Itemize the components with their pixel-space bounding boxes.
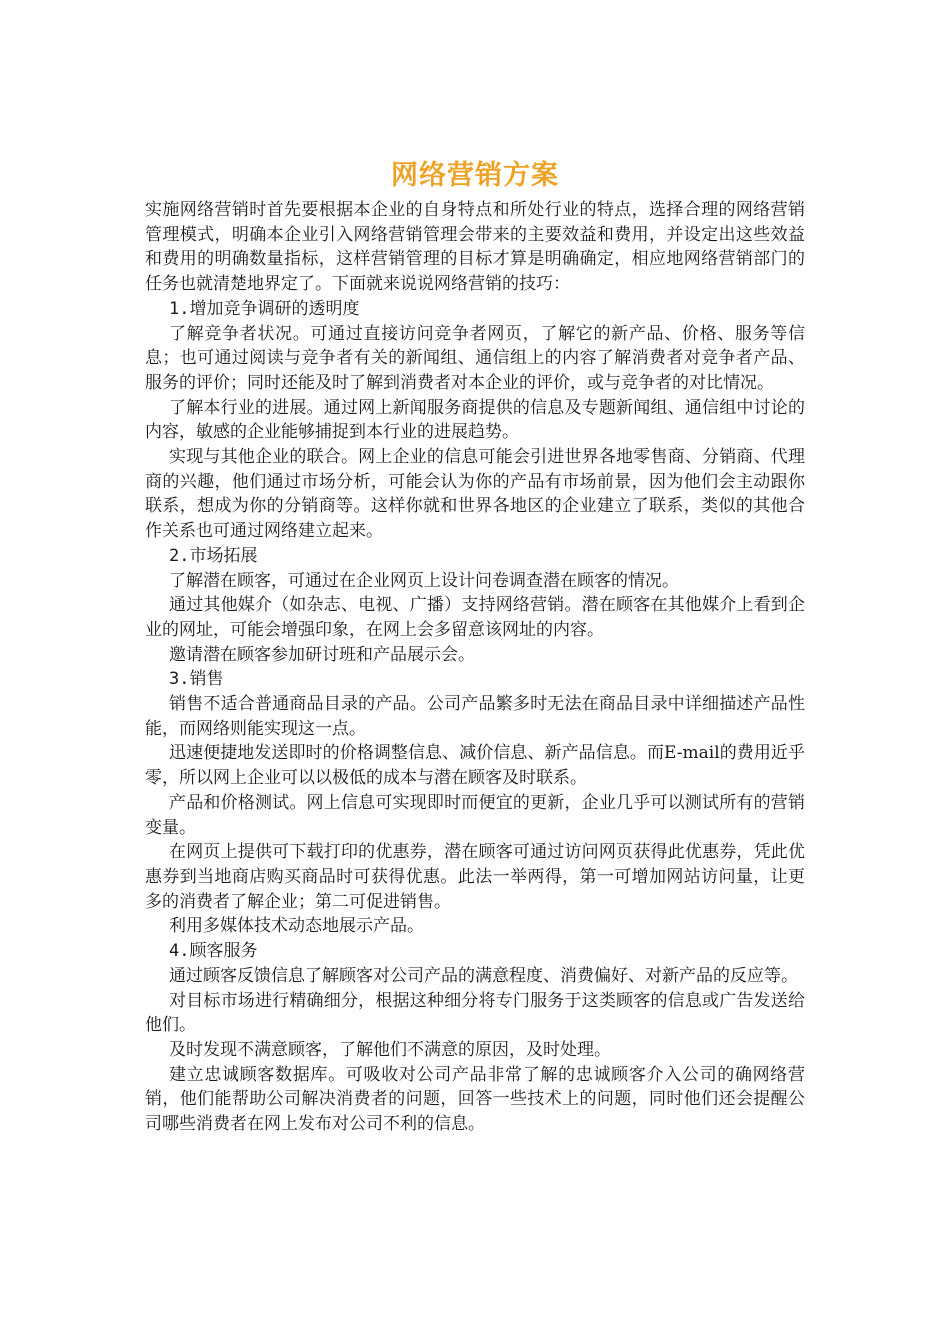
section-heading-3 <box>145 667 805 692</box>
section-number: 2. <box>169 545 190 566</box>
section-heading-1 <box>145 297 805 322</box>
document-page <box>145 158 805 1137</box>
body-paragraph: 了解潜在顾客，可通过在企业网页上设计问卷调查潜在顾客的情况。 <box>169 570 679 591</box>
section-heading-text: 增加竞争调研的透明度 <box>189 298 360 319</box>
body-paragraph: 利用多媒体技术动态地展示产品。 <box>169 916 424 937</box>
body-paragraph: 邀请潜在顾客参加研讨班和产品展示会。 <box>169 644 475 665</box>
section-number: 4. <box>169 941 190 962</box>
section-number: 1. <box>169 298 190 319</box>
body-paragraph: 了解本行业的进展。通过网上新闻服务商提供的信息及专题新闻组、通信组中讨论的内容，敏感的企业能够捕捉到本行业的进展趋势。 <box>145 397 805 443</box>
section-number: 3. <box>169 669 190 690</box>
body-paragraph: 销售不适合普通商品目录的产品。公司产品繁多时无法在商品目录中详细描述产品性能，而网络则能实现这一点。 <box>145 694 805 739</box>
section-heading-text: 市场拓展 <box>189 545 258 566</box>
body-paragraph: 通过其他媒介（如杂志、电视、广播）支持网络营销。潜在顾客在其他媒介上看到企业的网址，可能会增强印象，在网上会多留意该网址的内容。 <box>145 595 805 640</box>
intro-paragraph: 实施网络营销时首先要根据本企业的自身特点和所处行业的特点，选择合理的网络营销管理模式，明确本企业引入网络营销管理会带来的主要效益和费用，并设定出这些效益和费用的明确数量指标，这样营销管理的目标才算是明确确定，相应地网络营销部门的任务也就清楚地界定了。下面就来说说网络营销的技巧： <box>145 200 805 295</box>
body-paragraph: 建立忠诚顾客数据库。可吸收对公司产品非常了解的忠诚顾客介入公司的确网络营销，他们能帮助公司解决消费者的问题，回答一些技术上的问题，同时他们还会提醒公司哪些消费者在网上发布对公司不利的信息。 <box>145 1064 805 1135</box>
body-paragraph: 迅速便捷地发送即时的价格调整信息、减价信息、新产品信息。而E-mail的费用近乎零，所以网上企业可以以极低的成本与潜在顾客及时联系。 <box>145 743 805 789</box>
document-title: 网络营销方案 <box>391 160 559 191</box>
body-paragraph: 产品和价格测试。网上信息可实现即时而便宜的更新，企业几乎可以测试所有的营销变量。 <box>145 792 805 838</box>
section-heading-text: 顾客服务 <box>189 941 258 962</box>
body-paragraph: 了解竞争者状况。可通过直接访问竞争者网页，了解它的新产品、价格、服务等信息；也可通过阅读与竞争者有关的新闻组、通信组上的内容了解消费者对竞争者产品、服务的评价；同时还能及时了解到消费者对本企业的评价，或与竞争者的对比情况。 <box>145 323 805 393</box>
body-paragraph: 及时发现不满意顾客，了解他们不满意的原因，及时处理。 <box>169 1039 611 1060</box>
body-paragraph: 在网页上提供可下载打印的优惠券，潜在顾客可通过访问网页获得此优惠券，凭此优惠券到当地商店购买商品时可获得优惠。此法一举两得，第一可增加网站访问量，让更多的消费者了解企业；第二可促进销售。 <box>145 842 805 912</box>
body-paragraph: 实现与其他企业的联合。网上企业的信息可能会引进世界各地零售商、分销商、代理商的兴趣，他们通过市场分析，可能会认为你的产品有市场前景，因为他们会主动跟你联系，想成为你的分销商等。这样你就和世界各地区的企业建立了联系，类似的其他合作关系也可通过网络建立起来。 <box>145 447 805 542</box>
section-heading-text: 销售 <box>189 669 224 690</box>
section-heading-4 <box>145 939 805 964</box>
body-paragraph: 通过顾客反馈信息了解顾客对公司产品的满意程度、消费偏好、对新产品的反应等。 <box>169 965 798 986</box>
section-heading-2 <box>145 544 805 569</box>
body-paragraph: 对目标市场进行精确细分，根据这种细分将专门服务于这类顾客的信息或广告发送给他们。 <box>145 990 805 1036</box>
